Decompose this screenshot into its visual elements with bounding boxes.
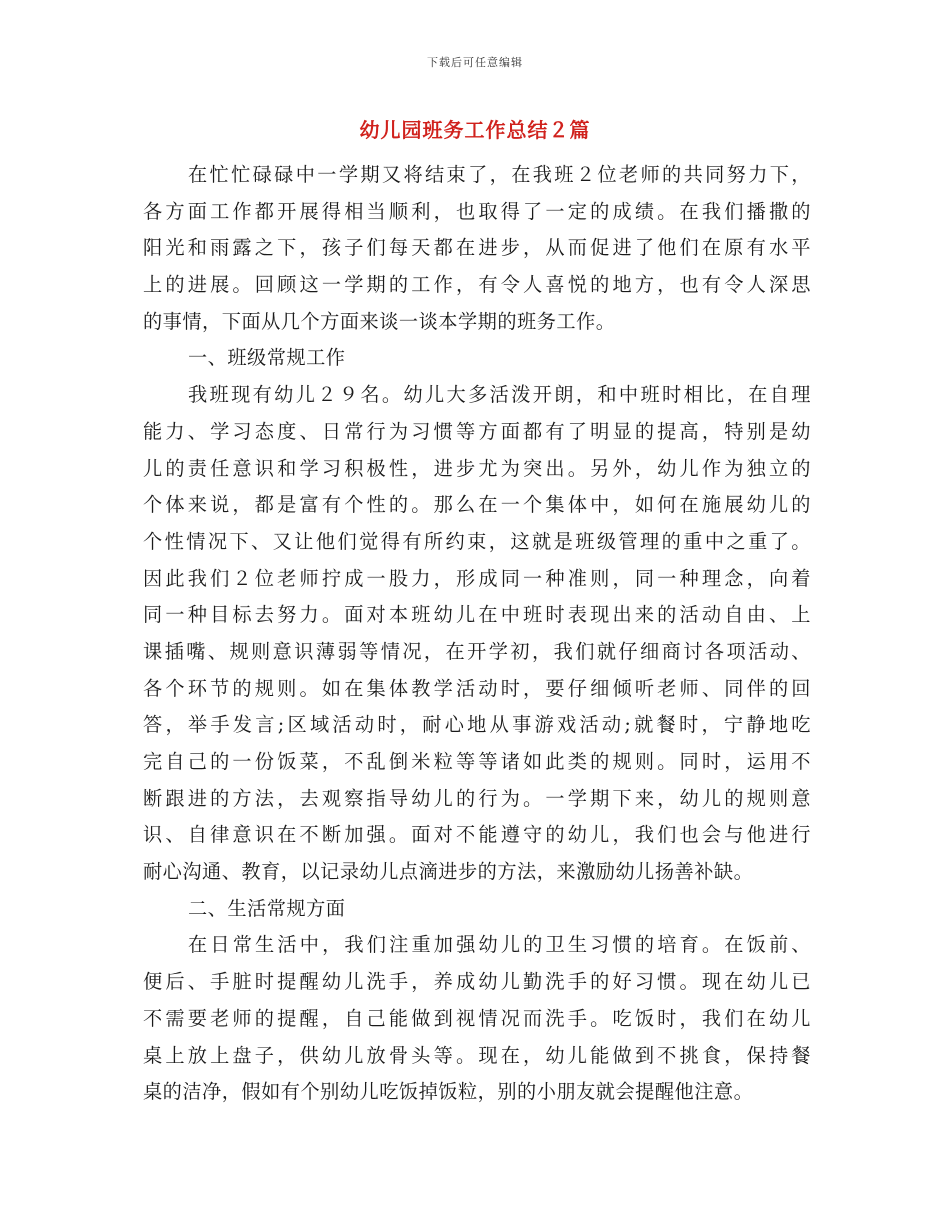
text-line: 我班现有幼儿２９名。幼儿大多活泼开朗，和中班时相比，在自理 <box>188 383 811 407</box>
text-line: 耐心沟通、教育，以记录幼儿点滴进步的方法，来激励幼儿扬善补缺。 <box>143 860 754 884</box>
text-line: 不需要老师的提醒，自己能做到视情况而洗手。吃饭时，我们在幼儿 <box>143 1006 811 1030</box>
section-heading-class-routine: 一、班级常规工作 <box>188 346 346 370</box>
text-line: 桌上放上盘子，供幼儿放骨头等。现在，幼儿能做到不挑食，保持餐 <box>143 1043 811 1067</box>
text-line: 个体来说，都是富有个性的。那么在一个集体中，如何在施展幼儿的 <box>143 493 811 517</box>
text-line: 阳光和雨露之下，孩子们每天都在进步，从而促进了他们在原有水平 <box>143 236 811 260</box>
page-header-note: 下载后可任意编辑 <box>427 56 523 69</box>
text-line: 课插嘴、规则意识薄弱等情况，在开学初，我们就仔细商讨各项活动、 <box>143 639 811 663</box>
text-line: 答，举手发言;区域活动时，耐心地从事游戏活动;就餐时，宁静地吃 <box>143 713 811 737</box>
section-heading-life-routine: 二、生活常规方面 <box>188 896 346 920</box>
document-title: 幼儿园班务工作总结２篇 <box>359 118 591 142</box>
document-body <box>143 157 811 1111</box>
text-line: 识、自律意识在不断加强。面对不能遵守的幼儿，我们也会与他进行 <box>143 823 811 847</box>
text-line: 的事情，下面从几个方面来谈一谈本学期的班务工作。 <box>143 309 616 333</box>
text-line: 便后、手脏时提醒幼儿洗手，养成幼儿勤洗手的好习惯。现在幼儿已 <box>143 970 811 994</box>
text-line: 同一种目标去努力。面对本班幼儿在中班时表现出来的活动自由、上 <box>143 603 811 627</box>
text-line: 桌的洁净，假如有个别幼儿吃饭掉饭粒，别的小朋友就会提醒他注意。 <box>143 1080 754 1104</box>
text-line: 在忙忙碌碌中一学期又将结束了，在我班２位老师的共同努力下， <box>188 163 811 186</box>
text-line: 在日常生活中，我们注重加强幼儿的卫生习惯的培育。在饭前、 <box>188 933 811 957</box>
text-line: 上的进展。回顾这一学期的工作，有令人喜悦的地方，也有令人深思 <box>143 273 811 297</box>
text-line: 能力、学习态度、日常行为习惯等方面都有了明显的提高，特别是幼 <box>143 419 811 443</box>
text-line: 完自己的一份饭菜，不乱倒米粒等等诸如此类的规则。同时，运用不 <box>143 750 811 773</box>
text-line: 儿的责任意识和学习积极性，进步尤为突出。另外，幼儿作为独立的 <box>143 456 811 480</box>
text-line: 各方面工作都开展得相当顺利，也取得了一定的成绩。在我们播撒的 <box>143 199 811 223</box>
text-line: 各个环节的规则。如在集体教学活动时，要仔细倾听老师、同伴的回 <box>143 676 811 700</box>
text-line: 个性情况下、又让他们觉得有所约束，这就是班级管理的重中之重了。 <box>143 529 811 553</box>
text-line: 因此我们２位老师拧成一股力，形成同一种准则，同一种理念，向着 <box>143 566 811 590</box>
text-line: 断跟进的方法，去观察指导幼儿的行为。一学期下来，幼儿的规则意 <box>143 786 811 810</box>
